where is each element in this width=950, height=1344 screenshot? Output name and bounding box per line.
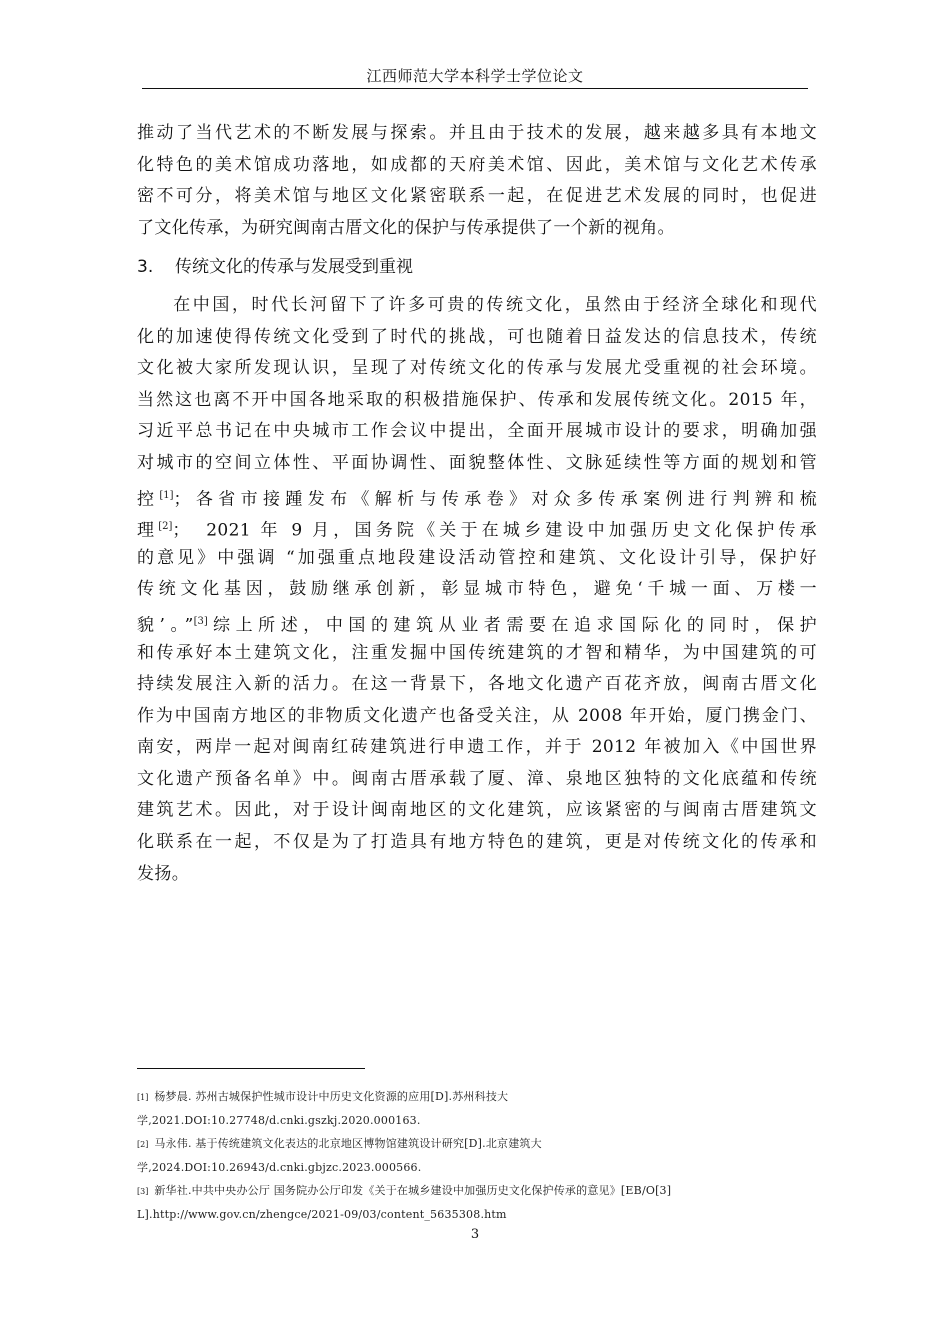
citation-mark[interactable]: [1] [159,489,174,501]
paragraph-line: 密不可分，将美术馆与地区文化紧密联系一起，在促进艺术发展的同时，也促进 [137,186,817,207]
footnote-line: [2] 马永伟. 基于传统建筑文化表达的北京地区博物馆建筑设计研究[D].北京建筑大 [137,1137,542,1150]
paragraph-line: 发扬。 [137,863,190,884]
paragraph-line: 理[2]； 2021 年 9 月，国务院《关于在城乡建设中加强历史文化保护传承 [137,520,817,541]
header-rule [142,88,808,89]
paragraph-line: 南安，两岸一起对闽南红砖建筑进行申遗工作，并于 2012 年被加入《中国世界 [137,737,817,758]
footnote-mark: [1] [137,1093,149,1102]
paragraph-line: 和传承好本土建筑文化，注重发掘中国传统建筑的才智和精华，为中国建筑的可 [137,642,817,663]
paragraph-continued [137,118,817,244]
paragraph-line: 推动了当代艺术的不断发展与探索。并且由于技术的发展，越来越多具有本地文 [137,123,817,143]
paragraph-line: 文化被大家所发现认识，呈现了对传统文化的传承与发展尤受重视的社会环境。 [137,358,817,379]
paragraph-line: 化特色的美术馆成功落地，如成都的天府美术馆、因此，美术馆与文化艺术传承 [137,154,817,175]
paragraph-traditional-culture [137,290,817,890]
footnote-mark: [3] [137,1187,149,1196]
paragraph-line: 化的加速使得传统文化受到了时代的挑战，可也随着日益发达的信息技术，传统 [137,326,817,347]
footnote-item [137,1132,817,1179]
footnote-mark: [2] [137,1140,149,1149]
paragraph-line: 文化遗产预备名单》中。闽南古厝承载了厦、漳、泉地区独特的文化底蕴和传统 [137,768,817,789]
paragraph-line: 对城市的空间立体性、平面协调性、面貌整体性、文脉延续性等方面的规划和管 [137,452,817,473]
section-number: 3. [137,257,154,278]
paragraph-line: 控[1]；各省市接踵发布《解析与传承卷》对众多传承案例进行判辨和梳 [137,489,817,510]
paragraph-line: 建筑艺术。因此，对于设计闽南地区的文化建筑，应该紧密的与闽南古厝建筑文 [137,800,817,821]
paragraph-line: 在中国，时代长河留下了许多可贵的传统文化，虽然由于经济全球化和现代 [171,294,817,315]
paragraph-line: 传统文化基因，鼓励继承创新，彰显城市特色，避免‘千城一面、万楼一 [137,579,817,600]
footnote-line[interactable]: L].http://www.gov.cn/zhengce/2021-09/03/content_5635308.htm [137,1207,507,1221]
footnote-item [137,1085,817,1132]
main-text [137,118,817,890]
paragraph-line: 持续发展注入新的活力。在这一背景下，各地文化遗产百花齐放，闽南古厝文化 [137,674,817,695]
paragraph-line: 作为中国南方地区的非物质文化遗产也备受关注，从 2008 年开始，厦门携金门、 [137,705,817,726]
footnote-line: [1] 杨梦晨. 苏州古城保护性城市设计中历史文化资源的应用[D].苏州科技大 [137,1090,509,1103]
footnote-item [137,1179,817,1226]
paragraph-line: 当然这也离不开中国各地采取的积极措施保护、传承和发展传统文化。2015 年， [137,389,817,410]
running-header: 江西师范大学本科学士学位论文 [366,67,584,85]
paragraph-line: 了文化传承，为研究闽南古厝文化的保护与传承提供了一个新的视角。 [137,217,675,238]
paragraph-line: 貌’。”[3]综上所述，中国的建筑从业者需要在追求国际化的同时，保护 [137,615,817,636]
paragraph-line: 化联系在一起，不仅是为了打造具有地方特色的建筑，更是对传统文化的传承和 [137,832,817,853]
page-number: 3 [470,1227,480,1242]
citation-mark[interactable]: [2] [158,521,173,533]
footnotes [137,1085,817,1226]
citation-mark[interactable]: [3] [193,615,208,627]
paragraph-line: 的意见》中强调 “加强重点地段建设活动管控和建筑、文化设计引导，保护好 [137,547,817,568]
section-heading [137,252,817,284]
footnote-line: 学,2024.DOI:10.26943/d.cnki.gbjzc.2023.000566. [137,1160,422,1174]
section-title: 传统文化的传承与发展受到重视 [175,257,413,278]
footnote-line: 学,2021.DOI:10.27748/d.cnki.gszkj.2020.000163. [137,1113,421,1127]
footnote-rule [137,1068,365,1069]
footnote-line: [3] 新华社.中共中央办公厅 国务院办公厅印发《关于在城乡建设中加强历史文化保护传承的意见》[EB/O[3] [137,1184,672,1197]
paragraph-line: 习近平总书记在中央城市工作会议中提出，全面开展城市设计的要求，明确加强 [137,421,817,442]
